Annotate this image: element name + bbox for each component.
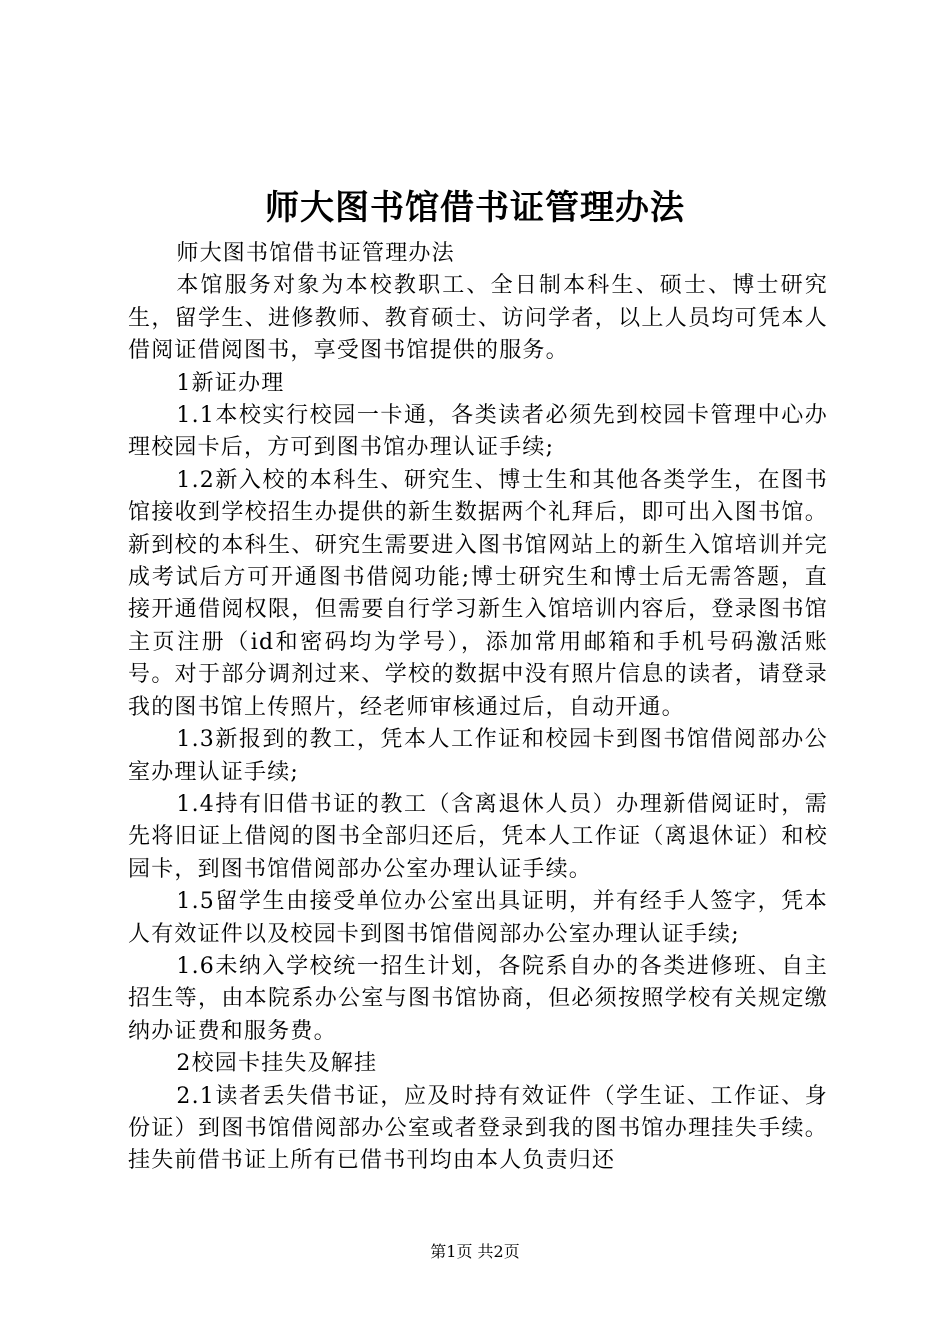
document-title: 师大图书馆借书证管理办法 [265,188,685,228]
paragraph-1-1: 1.1本校实行校园一卡通，各类读者必须先到校园卡管理中心办理校园卡后，方可到图书馆办理认证手续; [128,403,828,461]
paragraph-intro: 本馆服务对象为本校教职工、全日制本科生、硕士、博士研究生，留学生、进修教师、教育硕士、访问学者，以上人员均可凭本人借阅证借阅图书，享受图书馆提供的服务。 [128,273,828,364]
paragraph-1-4: 1.4持有旧借书证的教工（含离退休人员）办理新借阅证时，需先将旧证上借阅的图书全部归还后，凭本人工作证（离退休证）和校园卡，到图书馆借阅部办公室办理认证手续。 [128,791,828,882]
paragraph-subtitle: 师大图书馆借书证管理办法 [176,241,455,266]
section-heading-1: 1新证办理 [176,370,285,396]
paragraph-1-6: 1.6未纳入学校统一招生计划，各院系自办的各类进修班、自主招生等，由本院系办公室与图书馆协商，但必须按照学校有关规定缴纳办证费和服务费。 [128,953,828,1044]
section-heading-2: 2校园卡挂失及解挂 [176,1051,378,1077]
document-body [128,238,828,1178]
paragraph-1-3: 1.3新报到的教工，凭本人工作证和校园卡到图书馆借阅部办公室办理认证手续; [128,727,828,785]
page-number: 第1页 共2页 [430,1242,520,1261]
paragraph-1-2: 1.2新入校的本科生、研究生、博士生和其他各类学生，在图书馆接收到学校招生办提供的新生数据两个礼拜后，即可出入图书馆。新到校的本科生、研究生需要进入图书馆网站上的新生入馆培训并完成考试后方可开通图书借阅功能;博士研究生和博士后无需答题，直接开通借阅权限，但需要自行学习新生入馆培训内容后，登录图书馆主页注册（id和密码均为学号），添加常用邮箱和手机号码激活账号。对于部分调剂过来、学校的数据中没有照片信息的读者，请登录我的图书馆上传照片，经老师审核通过后，自动开通。 [128,467,828,720]
paragraph-2-1: 2.1读者丢失借书证，应及时持有效证件（学生证、工作证、身份证）到图书馆借阅部办公室或者登录到我的图书馆办理挂失手续。挂失前借书证上所有已借书刊均由本人负责归还 [128,1083,828,1174]
paragraph-1-5: 1.5留学生由接受单位办公室出具证明，并有经手人签字，凭本人有效证件以及校园卡到图书馆借阅部办公室办理认证手续; [128,889,828,947]
